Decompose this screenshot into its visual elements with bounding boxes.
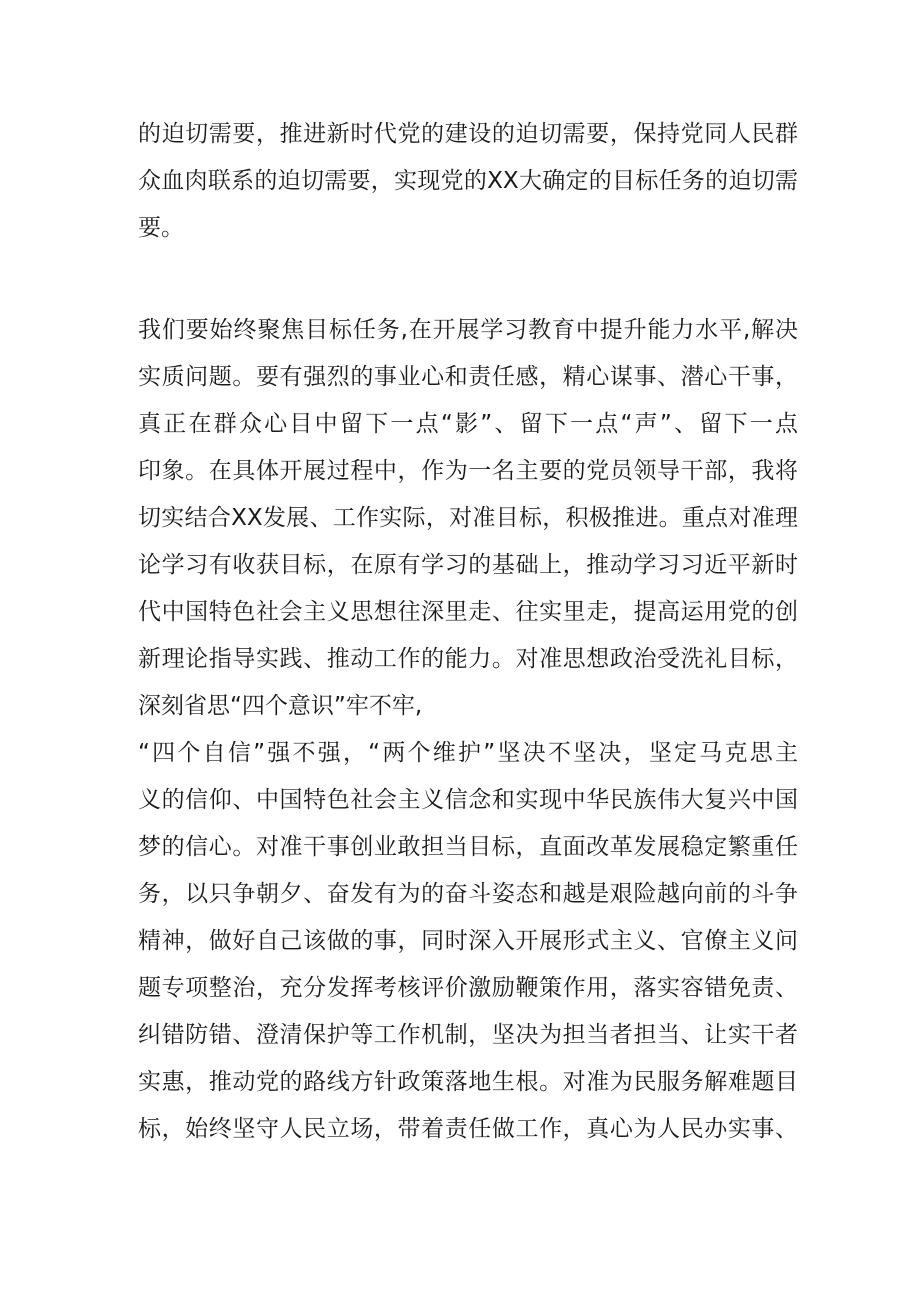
text-line: 众血肉联系的迫切需要，实现党的XX大确定的目标任务的迫切需 (138, 168, 798, 194)
text-line: 务，以只争朝夕、奋发有为的奋斗姿态和越是艰险越向前的斗争 (138, 881, 798, 907)
paragraph-1 (138, 111, 798, 252)
text-line: 的迫切需要，推进新时代党的建设的迫切需要，保持党同人民群 (138, 121, 798, 147)
text-line: 实质问题。要有强烈的事业心和责任感，精心谋事、潜心干事， (138, 364, 798, 390)
text-line: 印象。在具体开展过程中，作为一名主要的党员领导干部，我将 (138, 458, 798, 484)
text-line: 要。 (138, 215, 184, 241)
text-line: 我们要始终聚焦目标任务,在开展学习教育中提升能力水平,解决 (138, 317, 798, 343)
text-line: 代中国特色社会主义思想往深里走、往实里走，提高运用党的创 (138, 599, 798, 625)
paragraph-2 (138, 307, 798, 1153)
text-line: 深刻省思“四个意识”牢不牢, (138, 693, 423, 719)
text-line: 精神，做好自己该做的事，同时深入开展形式主义、官僚主义问 (138, 928, 798, 954)
text-line: 义的信仰、中国特色社会主义信念和实现中华民族伟大复兴中国 (138, 787, 798, 813)
text-line: 论学习有收获目标，在原有学习的基础上，推动学习习近平新时 (138, 552, 798, 578)
text-line: 梦的信心。对准干事创业敢担当目标，直面改革发展稳定繁重任 (138, 834, 798, 860)
text-line: “四个自信”强不强，“两个维护”坚决不坚决，坚定马克思主 (138, 740, 798, 766)
text-line: 实惠，推动党的路线方针政策落地生根。对准为民服务解难题目 (138, 1069, 798, 1095)
text-line: 题专项整治，充分发挥考核评价激励鞭策作用，落实容错免责、 (138, 975, 798, 1001)
text-line: 新理论指导实践、推动工作的能力。对准思想政治受洗礼目标， (138, 646, 798, 672)
text-line: 真正在群众心目中留下一点“影”、留下一点“声”、留下一点 (138, 411, 798, 437)
text-line: 切实结合XX发展、工作实际，对准目标，积极推进。重点对准理 (138, 505, 798, 531)
text-line: 纠错防错、澄清保护等工作机制，坚决为担当者担当、让实干者 (138, 1022, 798, 1048)
text-line: 标，始终坚守人民立场，带着责任做工作，真心为人民办实事、 (138, 1116, 798, 1142)
